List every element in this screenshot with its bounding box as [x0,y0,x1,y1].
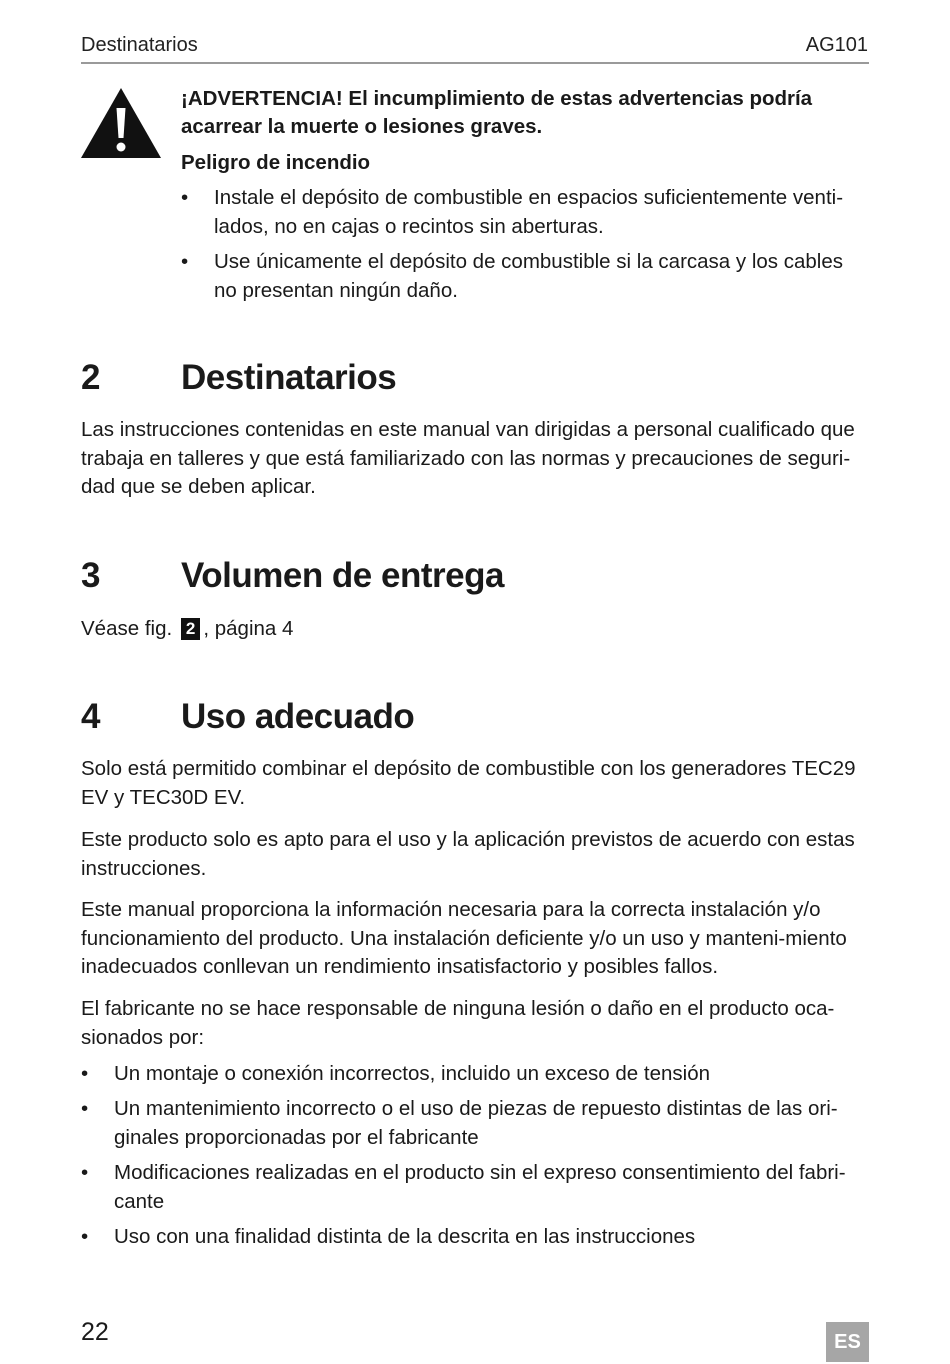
list-item-text: Un montaje o conexión incorrectos, incluido un exceso de tensión [114,1062,710,1085]
section-paragraph: Este producto solo es apto para el uso y la aplicación previstos de acuerdo con estas instrucciones. [81,828,855,880]
figure-reference [81,615,293,643]
section-paragraph: Solo está permitido combinar el depósito de combustible con los generadores TEC29 EV y TEC30D EV. [81,757,856,809]
warning-list [181,183,871,305]
list-item [181,247,871,305]
list-item-text: Use únicamente el depósito de combustible si la carcasa y los cables no presentan ningún daño. [214,250,843,302]
header-divider [81,62,869,64]
list-item-text: Modificaciones realizadas en el producto sin el expreso consentimiento del fabri-cante [114,1161,846,1213]
figure-number-badge[interactable]: 2 [181,618,200,640]
section-title: Uso adecuado [181,697,415,736]
figure-reference-prefix: Véase fig. [81,617,173,640]
warning-block [181,85,871,311]
page-number: 22 [81,1318,109,1346]
list-item-text: Instale el depósito de combustible en espacios suficientemente venti-lados, no en cajas o recintos sin aberturas. [214,186,844,238]
liability-list [81,1059,871,1257]
list-item [81,1158,871,1216]
section-title: Destinatarios [181,358,397,397]
list-item-text: Un mantenimiento incorrecto o el uso de piezas de repuesto distintas de las ori-ginales proporcionadas por el fabricante [114,1097,838,1149]
section-paragraph: Este manual proporciona la información necesaria para la correcta instalación y/o funcionamiento del producto. Una instalación deficiente y/o un uso y manteni-miento inadecuados conllevan un rendimiento insatisfactorio y posibles fallos. [81,898,847,978]
language-badge: ES [826,1322,869,1362]
bullet: • [181,186,189,209]
running-header-model: AG101 [805,34,868,56]
bullet: • [81,1062,89,1085]
list-item [181,183,871,241]
warning-triangle-icon [80,86,162,160]
running-header-section: Destinatarios [81,34,198,56]
list-item [81,1222,871,1251]
list-item [81,1059,871,1088]
bullet: • [81,1225,89,1248]
section-title: Volumen de entrega [181,556,504,595]
section-paragraph: El fabricante no se hace responsable de ninguna lesión o daño en el producto oca-sionados por: [81,997,835,1049]
warning-subtitle: Peligro de incendio [181,151,371,174]
section-number: 2 [81,358,101,397]
section-paragraph: Las instrucciones contenidas en este manual van dirigidas a personal cualificado que trabaja en talleres y que está familiarizado con las normas y precauciones de seguri-dad que se deben aplicar. [81,418,855,498]
section-number: 3 [81,556,101,595]
warning-title: ¡ADVERTENCIA! El incumplimiento de estas advertencias podría acarrear la muerte o lesiones graves. [181,87,813,138]
bullet: • [81,1161,89,1184]
bullet: • [81,1097,89,1120]
list-item [81,1094,871,1152]
bullet: • [181,250,189,273]
list-item-text: Uso con una finalidad distinta de la descrita en las instrucciones [114,1225,696,1248]
figure-reference-suffix: , página 4 [203,617,294,640]
section-number: 4 [81,697,101,736]
